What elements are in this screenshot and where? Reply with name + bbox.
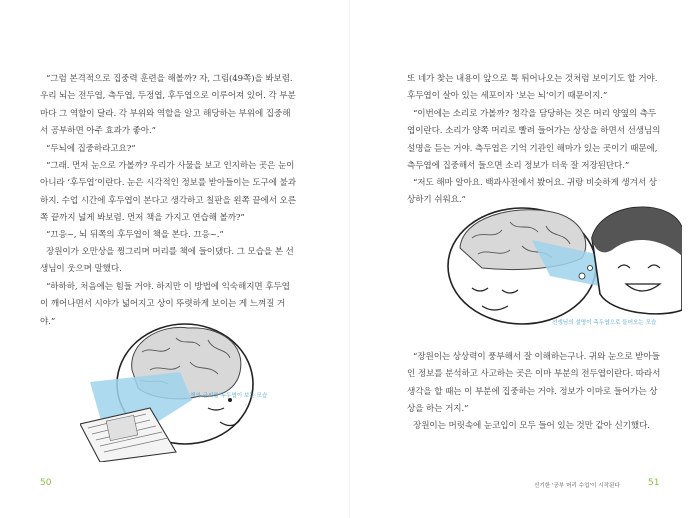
right-page <box>350 0 700 518</box>
running-title: 신기한 '공부 머리 수업'이 시작된다 <box>534 483 620 489</box>
paragraph: 또 네가 찾는 내용이 앞으로 툭 튀어나오는 것처럼 보이기도 할 거야. 후두엽이 살아 있는 세포이자 ‘보는 뇌’이기 때문이지.” <box>407 74 658 102</box>
paragraph: “그래. 먼저 눈으로 가볼까? 우리가 사물을 보고 인지하는 곳은 눈이 아니라 ‘후두엽’이란다. 눈은 시각적인 정보를 받아들이는 도구에 불과하지. 수업 시간에 후두엽이 본다고 생각하고 칠판을 왼쪽 끝에서 오른쪽 끝까지 넓게 봐보렴. 먼저 책을 가지고 연습해 볼까?” <box>40 161 296 223</box>
paragraph: “끄응~, 뇌 뒤쪽의 후두엽이 책을 본다. 끄응~.” <box>46 230 224 240</box>
illustration-caption: 책의 글씨를 후두엽이 보는 모습 <box>190 393 268 399</box>
temporal-lobe-listening-illustration <box>442 198 682 328</box>
paragraph: “이번에는 소리로 가볼까? 청각을 담당하는 것은 머리 양옆의 측두엽이란다. 소리가 양쪽 머리로 빨려 들어가는 상상을 하면서 선생님의 설명을 듣는 거야. 측두엽은 기억 기관인 해마가 있는 곳이기 때문에, 측두엽에 집중해서 들으면 소리 정보가 더욱 잘 저장된단다.” <box>407 109 661 171</box>
illustration-caption: 선생님의 설명이 측두엽으로 들어오는 모습 <box>552 320 657 326</box>
paragraph: “저도 해마 알아요. 백과사전에서 봤어요. 귀랑 비슷하게 생겨서 상상하기 쉬워요.” <box>407 178 657 206</box>
paragraph: “그럼 본격적으로 집중력 훈련을 해볼까? 자, 그림(49쪽)을 봐보렴. 우리 뇌는 전두엽, 측두엽, 두정엽, 후두엽으로 이루어져 있어. 각 부분마다 그 역할이 달라. 각 부위와 역할을 알고 해당하는 부위에 집중해서 공부하면 아주 효과가 좋아.” <box>40 74 296 136</box>
brain-reading-illustration <box>80 312 300 462</box>
paragraph: 장원이가 오만상을 찡그리며 머리를 책에 들이댔다. 그 모습을 본 선생님이 웃으며 말했다. <box>40 247 294 275</box>
paragraph: 장원이는 머릿속에 눈코입이 모두 들어 있는 것만 같아 신기했다. <box>413 421 650 431</box>
page-number: 51 <box>648 478 660 488</box>
paragraph: “하하하, 처음에는 힘들 거야. 하지만 이 방법에 익숙해지면 후두엽이 깨어나면서 시야가 넓어지고 상이 뚜렷하게 보이는 게 느껴질 거야.” <box>40 282 290 327</box>
paragraph: “두뇌에 집중하라고요?” <box>46 144 136 154</box>
page-number: 50 <box>40 478 52 488</box>
paragraph: “장원이는 상상력이 풍부해서 잘 이해하는구나. 귀와 눈으로 받아들인 정보를 분석하고 사고하는 곳은 이마 부분의 전두엽이란다. 따라서 생각을 할 때는 이 부분에 집중하는 거야. 정보가 이마로 들어가는 상상을 하는 거지.” <box>407 352 661 414</box>
